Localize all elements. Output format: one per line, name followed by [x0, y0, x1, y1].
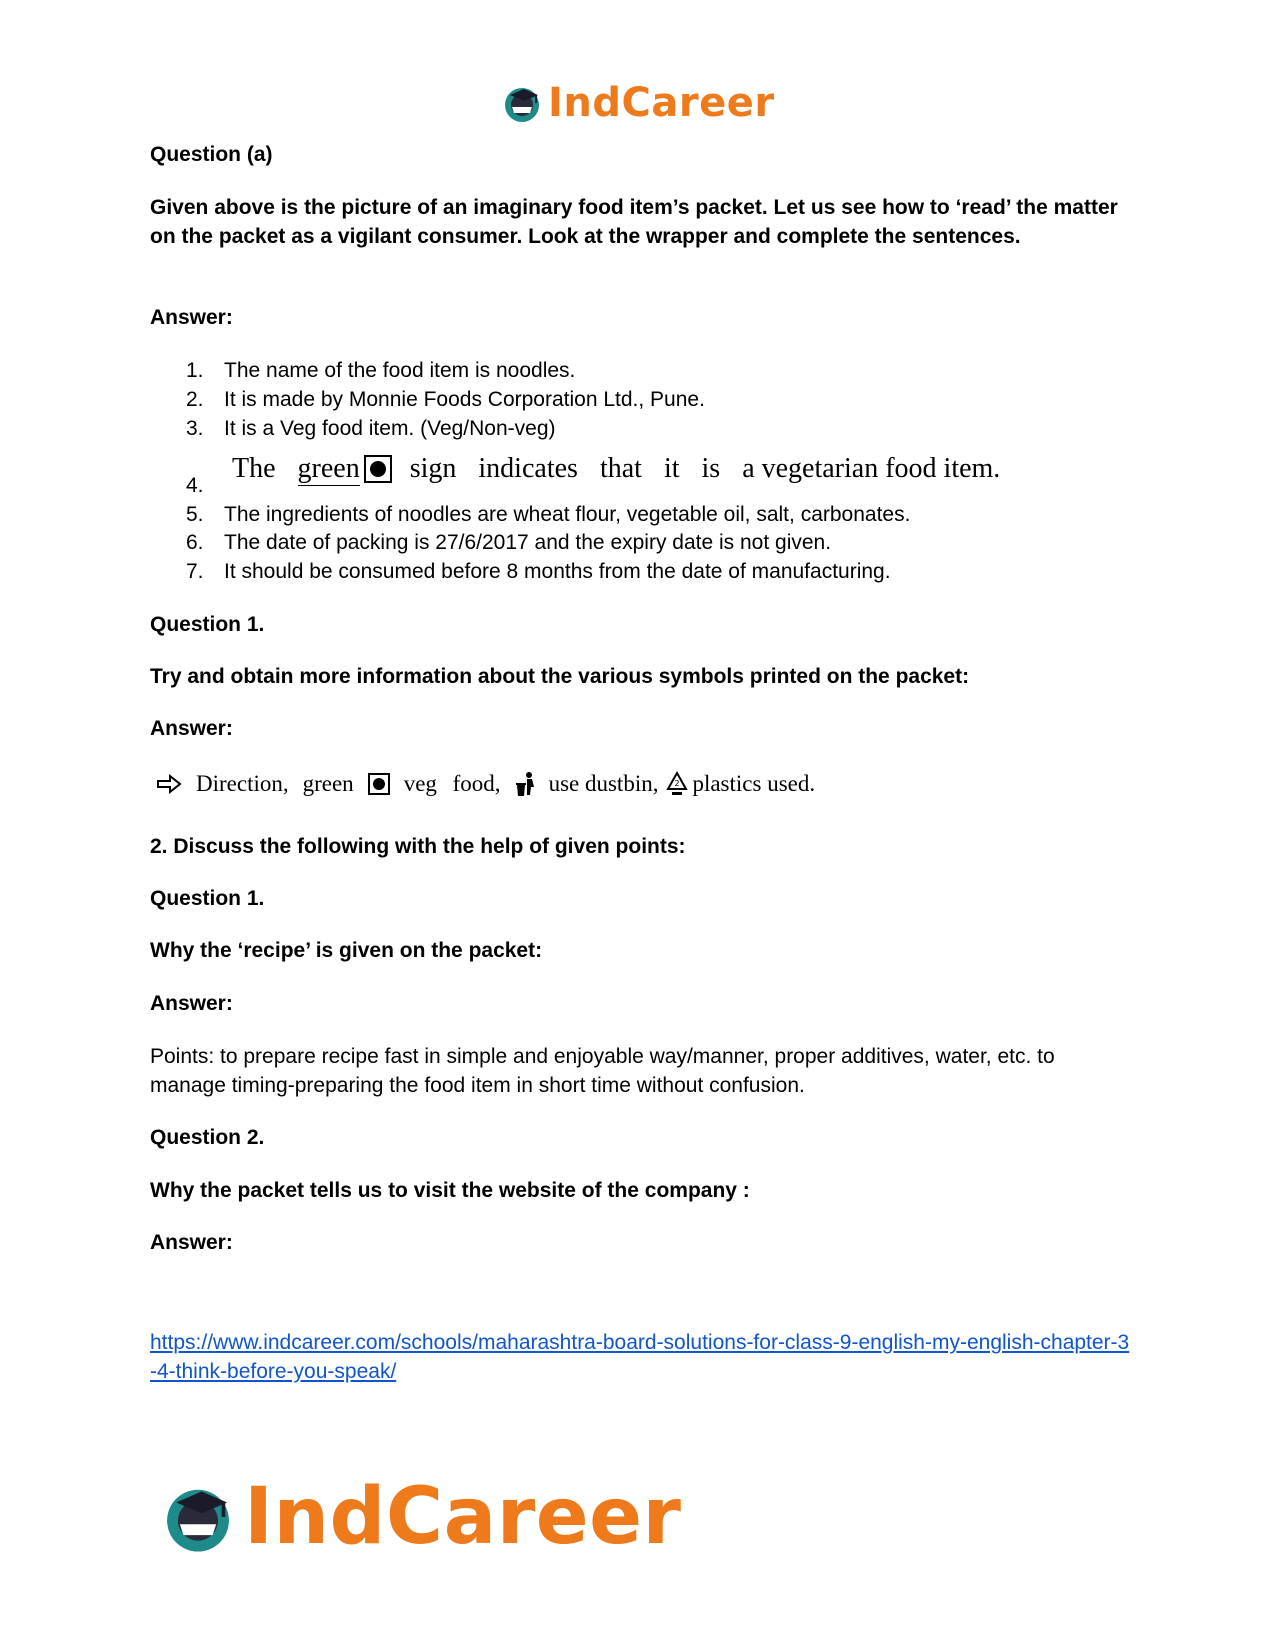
- source-link[interactable]: https://www.indcareer.com/schools/maharashtra-board-solutions-for-class-9-english-my-english-chapter-3-4-think-before-you-speak/: [150, 1331, 1130, 1383]
- sentence-word: indicates: [478, 453, 578, 484]
- header-logo-text: IndCareer: [548, 80, 775, 126]
- section-2-question-2-label: Question 2.: [150, 1126, 265, 1149]
- list-number: 7.: [186, 560, 204, 583]
- sentence-word: that: [599, 453, 642, 484]
- list-number: 6.: [186, 531, 204, 554]
- list-text: It is a Veg food item. (Veg/Non-veg): [224, 417, 556, 440]
- sentence-word: is: [701, 453, 721, 484]
- section-2-question-1-text: Why the ‘recipe’ is given on the packet:: [150, 939, 543, 962]
- question-1-label: Question 1.: [150, 613, 265, 636]
- section-2-answer-1-label: Answer:: [150, 992, 233, 1015]
- list-item: [186, 500, 910, 530]
- question-a-text: Given above is the picture of an imaginary food item’s packet. Let us see how to ‘read’ the matter on the packet as a vigilant consumer. Look at the wrapper and complete the sentences.: [150, 196, 1118, 248]
- list-item: [186, 471, 224, 501]
- answer-label-a: Answer:: [150, 306, 233, 329]
- list-item: [186, 528, 831, 558]
- list-text: The date of packing is 27/6/2017 and the expiry date is not given.: [224, 531, 832, 554]
- symbol-veg: veg food,: [403, 771, 501, 796]
- section-2-answer-1-text: Points: to prepare recipe fast in simple and enjoyable way/manner, proper additives, water, etc. to manage timing-preparing the food item in short time without confusion.: [150, 1045, 1055, 1097]
- list-number: 3.: [186, 417, 204, 440]
- header-logo: [500, 78, 775, 128]
- list-text: The ingredients of noodles are wheat flour, vegetable oil, salt, carbonates.: [224, 503, 911, 526]
- arrow-right-icon: [156, 774, 182, 794]
- symbols-line-image: [156, 768, 815, 800]
- symbol-dustbin: use dustbin,: [548, 771, 659, 796]
- sentence-word: The: [232, 453, 276, 484]
- graduation-cap-icon: [158, 1477, 238, 1557]
- footer-url-paragraph: [150, 1328, 1130, 1386]
- list-number: 2.: [186, 388, 204, 411]
- list-number: 1.: [186, 359, 204, 382]
- list-number: 5.: [186, 503, 204, 526]
- svg-text:2: 2: [674, 779, 680, 788]
- list-text: It should be consumed before 8 months from the date of manufacturing.: [224, 560, 891, 583]
- section-2-heading: 2. Discuss the following with the help of given points:: [150, 835, 686, 858]
- question-a-label: Question (a): [150, 143, 273, 166]
- list-item: [186, 385, 705, 415]
- veg-symbol-icon: [368, 773, 390, 795]
- dustbin-icon: [515, 771, 537, 797]
- section-2-answer-2-label: Answer:: [150, 1231, 233, 1254]
- sentence-word: green: [297, 452, 360, 484]
- section-2-question-1-label: Question 1.: [150, 887, 265, 910]
- graduation-cap-icon: [500, 81, 544, 125]
- list-item: [186, 356, 575, 386]
- footer-logo: [158, 1472, 682, 1562]
- symbol-direction: Direction,: [196, 771, 289, 796]
- list-item: [186, 414, 556, 444]
- footer-logo-text: IndCareer: [244, 1472, 682, 1562]
- list-text: It is made by Monnie Foods Corporation Ltd., Pune.: [224, 388, 705, 411]
- answer-label-1: Answer:: [150, 717, 233, 740]
- symbol-green: green: [302, 771, 354, 796]
- symbol-plastics: plastics used.: [692, 771, 816, 796]
- sentence-word: it: [663, 453, 680, 484]
- veg-symbol-icon: [364, 455, 392, 483]
- list-number: 4.: [186, 474, 204, 497]
- sentence-word: sign: [409, 453, 457, 484]
- sentence-word: a vegetarian food item.: [742, 453, 1001, 484]
- veg-sign-sentence-image: [232, 452, 1000, 486]
- section-2-question-2-text: Why the packet tells us to visit the website of the company :: [150, 1179, 750, 1202]
- recycle-plastic-icon: [666, 771, 688, 797]
- list-text: The name of the food item is noodles.: [224, 359, 576, 382]
- question-1-text: Try and obtain more information about the various symbols printed on the packet:: [150, 665, 970, 688]
- list-item: [186, 557, 891, 587]
